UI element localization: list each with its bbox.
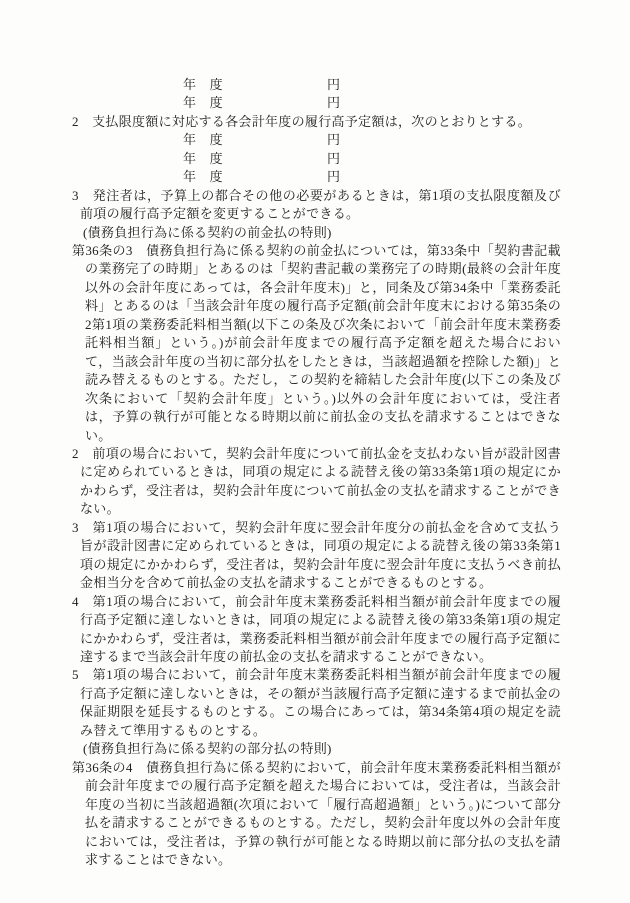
yen-label: 円 bbox=[327, 77, 341, 92]
clause-2-payment-limit: 2 支払限度額に対応する各会計年度の履行高予定額は，次のとおりとする。 bbox=[72, 113, 532, 129]
fiscal-year-label: 年 度 bbox=[183, 132, 223, 148]
fiscal-year-label: 年 度 bbox=[183, 169, 223, 185]
fiscal-year-amount-row bbox=[72, 94, 561, 112]
para-4-amount-not-reached: 4 第1項の場合において，前会計年度末業務委託料相当額が前会計年度までの履行高予定額に達しないときは，同項の規定による読替え後の第33条第1項の規定にかかわらず，受注者は，業務委託料相当額が前会計年度までの履行高予定額に達するまで当該会計年度の前払金の支払を請求することができない。 bbox=[72, 593, 561, 664]
fiscal-year-label: 年 度 bbox=[183, 77, 223, 92]
clause-3-budget-change: 3 発注者は，予算上の都合その他の必要があるときは，第1項の支払限度額及び前項の履行高予定額を変更することができる。 bbox=[72, 187, 561, 222]
yen-label: 円 bbox=[327, 132, 341, 148]
para-2-no-advance-payment: 2 前項の場合において，契約会計年度について前払金を支払わない旨が設計図書に定められているときは，同項の規定による読替え後の第33条第1項の規定にかかわらず，受注者は，契約会計年度について前払金の支払を請求することができない。 bbox=[72, 445, 561, 517]
yen-label: 円 bbox=[327, 169, 341, 185]
heading-partial-payment-special-provision: (債務負担行為に係る契約の部分払の特則) bbox=[83, 741, 332, 757]
article-36-4-partial-payment: 第36条の4 債務負担行為に係る契約において，前会計年度末業務委託料相当額が前会計年度までの履行高予定額を超えた場合においては，受注者は，当該会計年度の当初に当該超過額(次項において「履行高超過額」という。)について部分払を請求することができるものとする。ただし，契約会計年度以外の会計年度においては，受注者は，予算の執行が可能となる時期以前に部分払の支払を請求することはできない。 bbox=[72, 759, 561, 867]
fiscal-year-label: 年 度 bbox=[183, 150, 223, 166]
article-36-3-advance-payment: 第36条の3 債務負担行為に係る契約の前金払については，第33条中「契約書記載の業務完了の時期」とあるのは「契約書記載の業務完了の時期(最終の会計年度以外の会計年度にあっては，各会計年度末)」と，同条及び第34条中「業務委託料」とあるのは「当該会計年度の履行高予定額(前会計年度末における第35条の2第1項の業務委託料相当額(以下この条及び次条において「前会計年度末業務委託料相当額」という。)が前会計年度までの履行高予定額を超えた場合において，当該会計年度の当初に部分払をしたときは，当該超過額を控除した額)」と読み替えるものとする。ただし，この契約を締結した会計年度(以下この条及び次条において「契約会計年度」という。)以外の会計年度においては，受注者は，予算の執行が可能となる時期以前に前払金の支払を請求することはできない。 bbox=[72, 243, 561, 443]
para-3-next-year-advance-included: 3 第1項の場合において，契約会計年度に翌会計年度分の前払金を含めて支払う旨が設計図書に定められているときは，同項の規定による読替え後の第33条第1項の規定にかかわらず，受注者は，契約会計年度に翌会計年度に支払うべき前払金相当分を含めて前払金の支払を請求することができるものとする。 bbox=[72, 519, 561, 591]
fiscal-year-amount-row bbox=[72, 168, 561, 186]
yen-label: 円 bbox=[327, 150, 341, 166]
fiscal-year-amount-row bbox=[72, 150, 561, 168]
fiscal-year-amount-row bbox=[72, 76, 561, 94]
fiscal-year-label: 年 度 bbox=[183, 95, 223, 111]
heading-advance-payment-special-provision: (債務負担行為に係る契約の前金払の特則) bbox=[83, 224, 332, 240]
clause-text-block bbox=[72, 76, 561, 869]
fiscal-year-amount-row bbox=[72, 131, 561, 149]
para-5-guarantee-extension: 5 第1項の場合において，前会計年度末業務委託料相当額が前会計年度までの履行高予定額に達しないときは，その額が当該履行高予定額に達するまで前払金の保証期限を延長するものとする。この場合にあっては，第34条第4項の規定を読み替えて準用するものとする。 bbox=[72, 667, 561, 738]
yen-label: 円 bbox=[327, 95, 341, 111]
